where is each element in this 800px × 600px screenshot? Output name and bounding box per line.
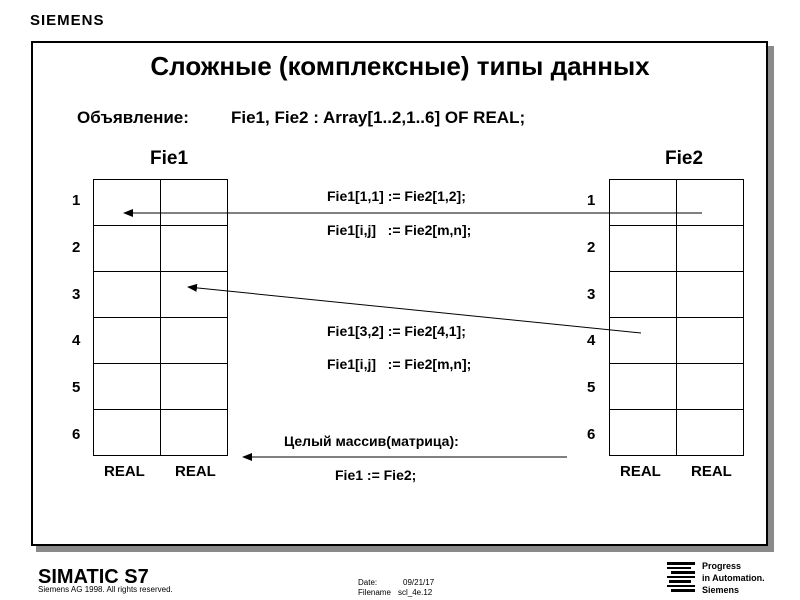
fie1-row-5: 5 (72, 379, 81, 396)
fie1-row-2: 2 (72, 239, 81, 256)
siemens-brand: SIEMENS (30, 12, 105, 29)
fie2-row-1: 1 (587, 192, 596, 209)
statement-3: Fie1[3,2] := Fie2[4,1]; (327, 323, 466, 339)
whole-array-label: Целый массив(матрица): (284, 433, 459, 449)
slide-title: Сложные (комплексные) типы данных (150, 51, 650, 81)
fie1-col2-type: REAL (175, 463, 216, 480)
footer-date-label: Date: (358, 578, 378, 587)
fie1-title: Fie1 (150, 148, 189, 169)
footer-filename-value: scl_4e.12 (398, 588, 433, 597)
fie2-title: Fie2 (665, 148, 704, 169)
fie1-row-4: 4 (72, 332, 81, 349)
slogan-line-1: Progress (702, 561, 742, 571)
fie2-row-3: 3 (587, 286, 596, 303)
fie2-row-2: 2 (587, 239, 596, 256)
arrow-fie2-4-1-to-fie1-3-2 (188, 287, 641, 333)
statement-4: Fie1[i,j] := Fie2[m,n]; (327, 356, 472, 372)
siemens-stripes-logo (667, 562, 695, 594)
slogan-line-3: Siemens (702, 585, 740, 595)
statement-1: Fie1[1,1] := Fie2[1,2]; (327, 188, 466, 204)
declaration-value: Fie1, Fie2 : Array[1..2,1..6] OF REAL; (231, 108, 526, 127)
fie2-col2-type: REAL (691, 463, 732, 480)
fie1-col1-type: REAL (104, 463, 145, 480)
fie2-col1-type: REAL (620, 463, 661, 480)
fie1-row-6: 6 (72, 426, 81, 443)
footer-date-value: 09/21/17 (403, 578, 435, 587)
slogan-line-2: in Automation. (702, 573, 765, 583)
whole-array-statement: Fie1 := Fie2; (335, 467, 417, 483)
fie2-row-6: 6 (587, 426, 596, 443)
fie1-row-1: 1 (72, 192, 81, 209)
fie2-row-5: 5 (587, 379, 596, 396)
statement-2: Fie1[i,j] := Fie2[m,n]; (327, 222, 472, 238)
declaration-label: Объявление: (77, 108, 189, 127)
footer-product: SIMATIC S7 (38, 566, 149, 588)
fie1-row-3: 3 (72, 286, 81, 303)
fie2-row-4: 4 (587, 332, 596, 349)
footer-copyright: Siemens AG 1998. All rights reserved. (38, 585, 173, 594)
footer-filename-label: Filename (358, 588, 391, 597)
